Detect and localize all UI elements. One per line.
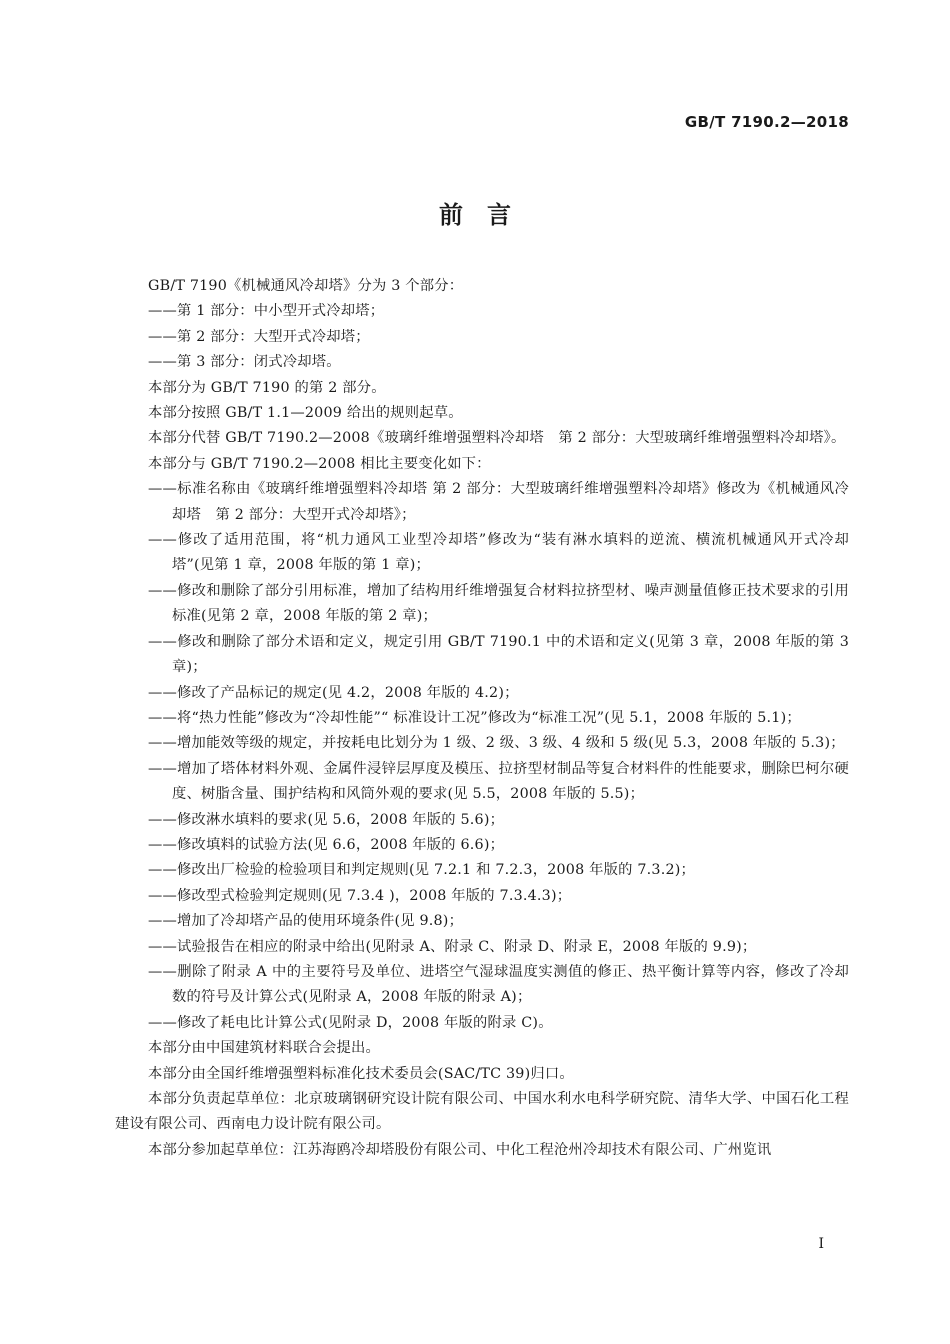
change-item: ——修改填料的试验方法(见 6.6，2008 年版的 6.6)；	[148, 836, 505, 853]
change-item: ——增加了塔体材料外观、金属件浸锌层厚度及模压、拉挤型材制品等复合材料件的性能要求，删除巴柯尔硬度、树脂含量、围护结构和风筒外观的要求(见 5.5，2008 年版的 5.5)；	[148, 760, 849, 803]
change-item: ——标准名称由《玻璃纤维增强塑料冷却塔 第 2 部分：大型玻璃纤维增强塑料冷却塔》修改为《机械通风冷却塔 第 2 部分：大型开式冷却塔》；	[148, 481, 849, 523]
change-item: ——修改了产品标记的规定(见 4.2，2008 年版的 4.2)；	[148, 684, 519, 701]
paragraph: 本部分负责起草单位：北京玻璃钢研究设计院有限公司、中国水利水电科学研究院、清华大学、中国石化工程建设有限公司、西南电力设计院有限公司。	[115, 1091, 849, 1133]
change-item: ——修改和删除了部分引用标准，增加了结构用纤维增强复合材料拉挤型材、噪声测量值修正技术要求的引用标准(见第 2 章，2008 年版的第 2 章)；	[148, 582, 849, 625]
paragraph: 本部分由中国建筑材料联合会提出。	[148, 1040, 380, 1057]
document-body	[115, 274, 849, 1163]
change-item: ——修改了适用范围，将“机力通风工业型冷却塔”修改为“装有淋水填料的逆流、横流机械通风开式冷却塔”(见第 1 章，2008 年版的第 1 章)；	[148, 532, 849, 574]
list-item: ——第 3 部分：闭式冷却塔。	[148, 354, 341, 371]
paragraph: 本部分按照 GB/T 1.1—2009 给出的规则起草。	[148, 405, 463, 422]
change-item: ——增加能效等级的规定，并按耗电比划分为 1 级、2 级、3 级、4 级和 5 级(见 5.3，2008 年版的 5.3)；	[148, 735, 845, 752]
change-item: ——试验报告在相应的附录中给出(见附录 A、附录 C、附录 D、附录 E，2008 年版的 9.9)；	[148, 938, 757, 955]
standard-code: GB/T 7190.2—2018	[684, 113, 849, 131]
change-item: ——增加了冷却塔产品的使用环境条件(见 9.8)；	[148, 913, 464, 930]
list-item: ——第 1 部分：中小型开式冷却塔；	[148, 303, 385, 320]
change-item: ——将“热力性能”修改为“冷却性能”“ 标准设计工况”修改为“标准工况”(见 5.1，2008 年版的 5.1)；	[148, 709, 801, 726]
change-item: ——修改了耗电比计算公式(见附录 D，2008 年版的附录 C)。	[148, 1014, 553, 1031]
page-title: 前 言	[439, 201, 511, 229]
paragraph: 本部分代替 GB/T 7190.2—2008《玻璃纤维增强塑料冷却塔 第 2 部分：大型玻璃纤维增强塑料冷却塔》。	[148, 430, 846, 447]
paragraph: 本部分与 GB/T 7190.2—2008 相比主要变化如下：	[148, 455, 491, 472]
change-item: ——修改出厂检验的检验项目和判定规则(见 7.2.1 和 7.2.3，2008 年版的 7.3.2)；	[148, 862, 696, 879]
change-item: ——修改和删除了部分术语和定义，规定引用 GB/T 7190.1 中的术语和定义(见第 3 章，2008 年版的第 3 章)；	[148, 633, 849, 676]
list-item: ——第 2 部分：大型开式冷却塔；	[148, 328, 370, 345]
paragraph: 本部分为 GB/T 7190 的第 2 部分。	[148, 379, 386, 396]
paragraph: GB/T 7190《机械通风冷却塔》分为 3 个部分：	[148, 278, 464, 294]
change-item: ——修改淋水填料的要求(见 5.6，2008 年版的 5.6)；	[148, 811, 505, 828]
change-item: ——删除了附录 A 中的主要符号及单位、进塔空气湿球温度实测值的修正、热平衡计算等内容，修改了冷却数的符号及计算公式(见附录 A，2008 年版的附录 A)；	[148, 963, 849, 1006]
paragraph: 本部分参加起草单位：江苏海鸥冷却塔股份有限公司、中化工程沧州冷却技术有限公司、广州览讯	[148, 1141, 772, 1158]
paragraph: 本部分由全国纤维增强塑料标准化技术委员会(SAC/TC 39)归口。	[148, 1065, 574, 1082]
page-number: I	[818, 1236, 824, 1252]
change-item: ——修改型式检验判定规则(见 7.3.4 )，2008 年版的 7.3.4.3)；	[148, 887, 572, 904]
